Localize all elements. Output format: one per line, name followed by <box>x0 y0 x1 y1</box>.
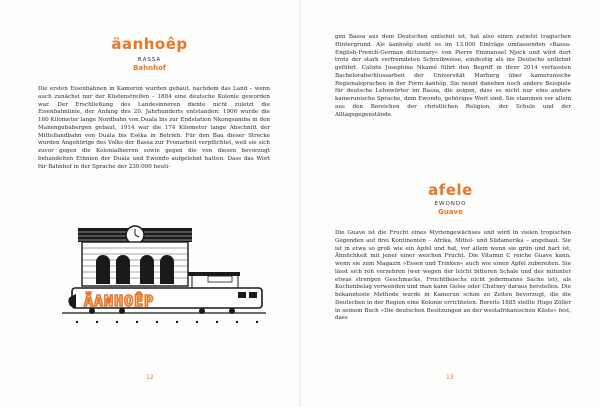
page-number-left: 12 <box>146 374 154 381</box>
language-label-bassa: BASSA <box>137 57 162 63</box>
translation-bahnhof: Bahnhof <box>133 64 166 72</box>
continuation-text: gen Bassa aus dem Deutschen entlehnt ist, hat also einen zutiefst tragischen Hintergrund. Als äanhoêp steht es im 13.000 Einträge umfassenden »Bassa-English-French-German dictionary« von Pierre Emmanuel Njock und wird dort trotz der stark verfremdeten Schreibweise, eindeutig als ins Deutsche entlehnt geführt. Calixte Josephine Nkamé führt den Begriff in ihrer 2014 verfassten Bachelorabschlussarbeit der Universität Marburg über kamerunische Regionalsprachen in der Form äanhóp. Sie nennt daneben noch andere Beispiele für deutsche Lehnwörter im Bassa, die zeigen, dass es nicht nur eine andere kamerunische Sprache, dem Ewondo, gehöriges Wort sind. Sie stammen vor allem aus den Bereichen der christlichen Religion, der Schule und der Alltagsgegenstände. <box>335 34 571 118</box>
language-label-ewondo: EWONDO <box>434 201 467 207</box>
page-number-right: 13 <box>446 374 454 381</box>
translation-guave: Guave <box>438 208 463 216</box>
train-station-illustration <box>62 218 266 330</box>
entry-body-text: Die ersten Eisenbahnen in Kamerun wurden gebaut, nachdem das Land – wenn auch zunächst nur der Küstenstreifen – 1884 eine deutsche Kolonie geworden war. Der Erschließung des Landesinneren diente nicht zuletzt die Eisenbahnlinie, der Anfang des 20. Jahrhunderts entstanden: 1906 wurde die 160 Kilometer lange Nordbahn von Duala bis zur Endstation Nkongsamba in den Manengubabergen gebaut, 1914 war die 174 Kilometer lange Abschnitt der Mittellandbahn von Duala bis Eséka in Betrieb. Für den Bau dieser Strecke wurden Angehörige des Volks der Bassa zur Fronarbeit verpflichtet, weil sie sich zuvor gegen die Kolonialherren sowie gegen die von diesen bevorzugt behandelten Ethnien der Duala und Ewondo aufgelehnt hatten. Dass das Wort für Bahnhof in der Sprache der 230.000 heuti- <box>38 86 270 170</box>
right-page <box>301 0 600 407</box>
train-sign-text: ÄANHOÊP <box>84 292 155 310</box>
headword-aanhoep: äanhoêp <box>111 35 188 53</box>
left-page <box>0 0 299 407</box>
entry-body-text-afele: Die Guave ist die Frucht eines Myrtengewächses und wird in vielen tropischen Gegenden auf drei Kontinenten – Afrika, Mittel- und Südamerika – angebaut. Sie ist in etwa so groß wie ein Apfel und hat, vor allem wenn sie grün und hart ist, Ähnlichkeit mit jener einer weichen Frucht. Die Vitamin C reiche Guave kann, wenn sie zum Magazin »Essen und Trinken« auch wie einen Apfel zubereiten. Sie lässt sich roh verzehren (wer wegen der leicht bitteren Schale und des mitunter etwas strengen Geschmacks, Fruchtfleischs nicht jedermanns Sache ist), als Kuchenbelag verwenden und man kann Gelee oder Chutney daraus herstellen. Die bekannteste Methode wurde in Kamerun schon zu Zeiten bevorzugt, die die Deutschen in der Region eine Kolonie errichteten. Bereits 1885 stellte Hugo Zöller in seinem Buch »Die deutschen Besitzungen an der westafrikanischen Küste« fest, dass <box>335 230 571 322</box>
headword-afele: afele <box>428 181 473 199</box>
